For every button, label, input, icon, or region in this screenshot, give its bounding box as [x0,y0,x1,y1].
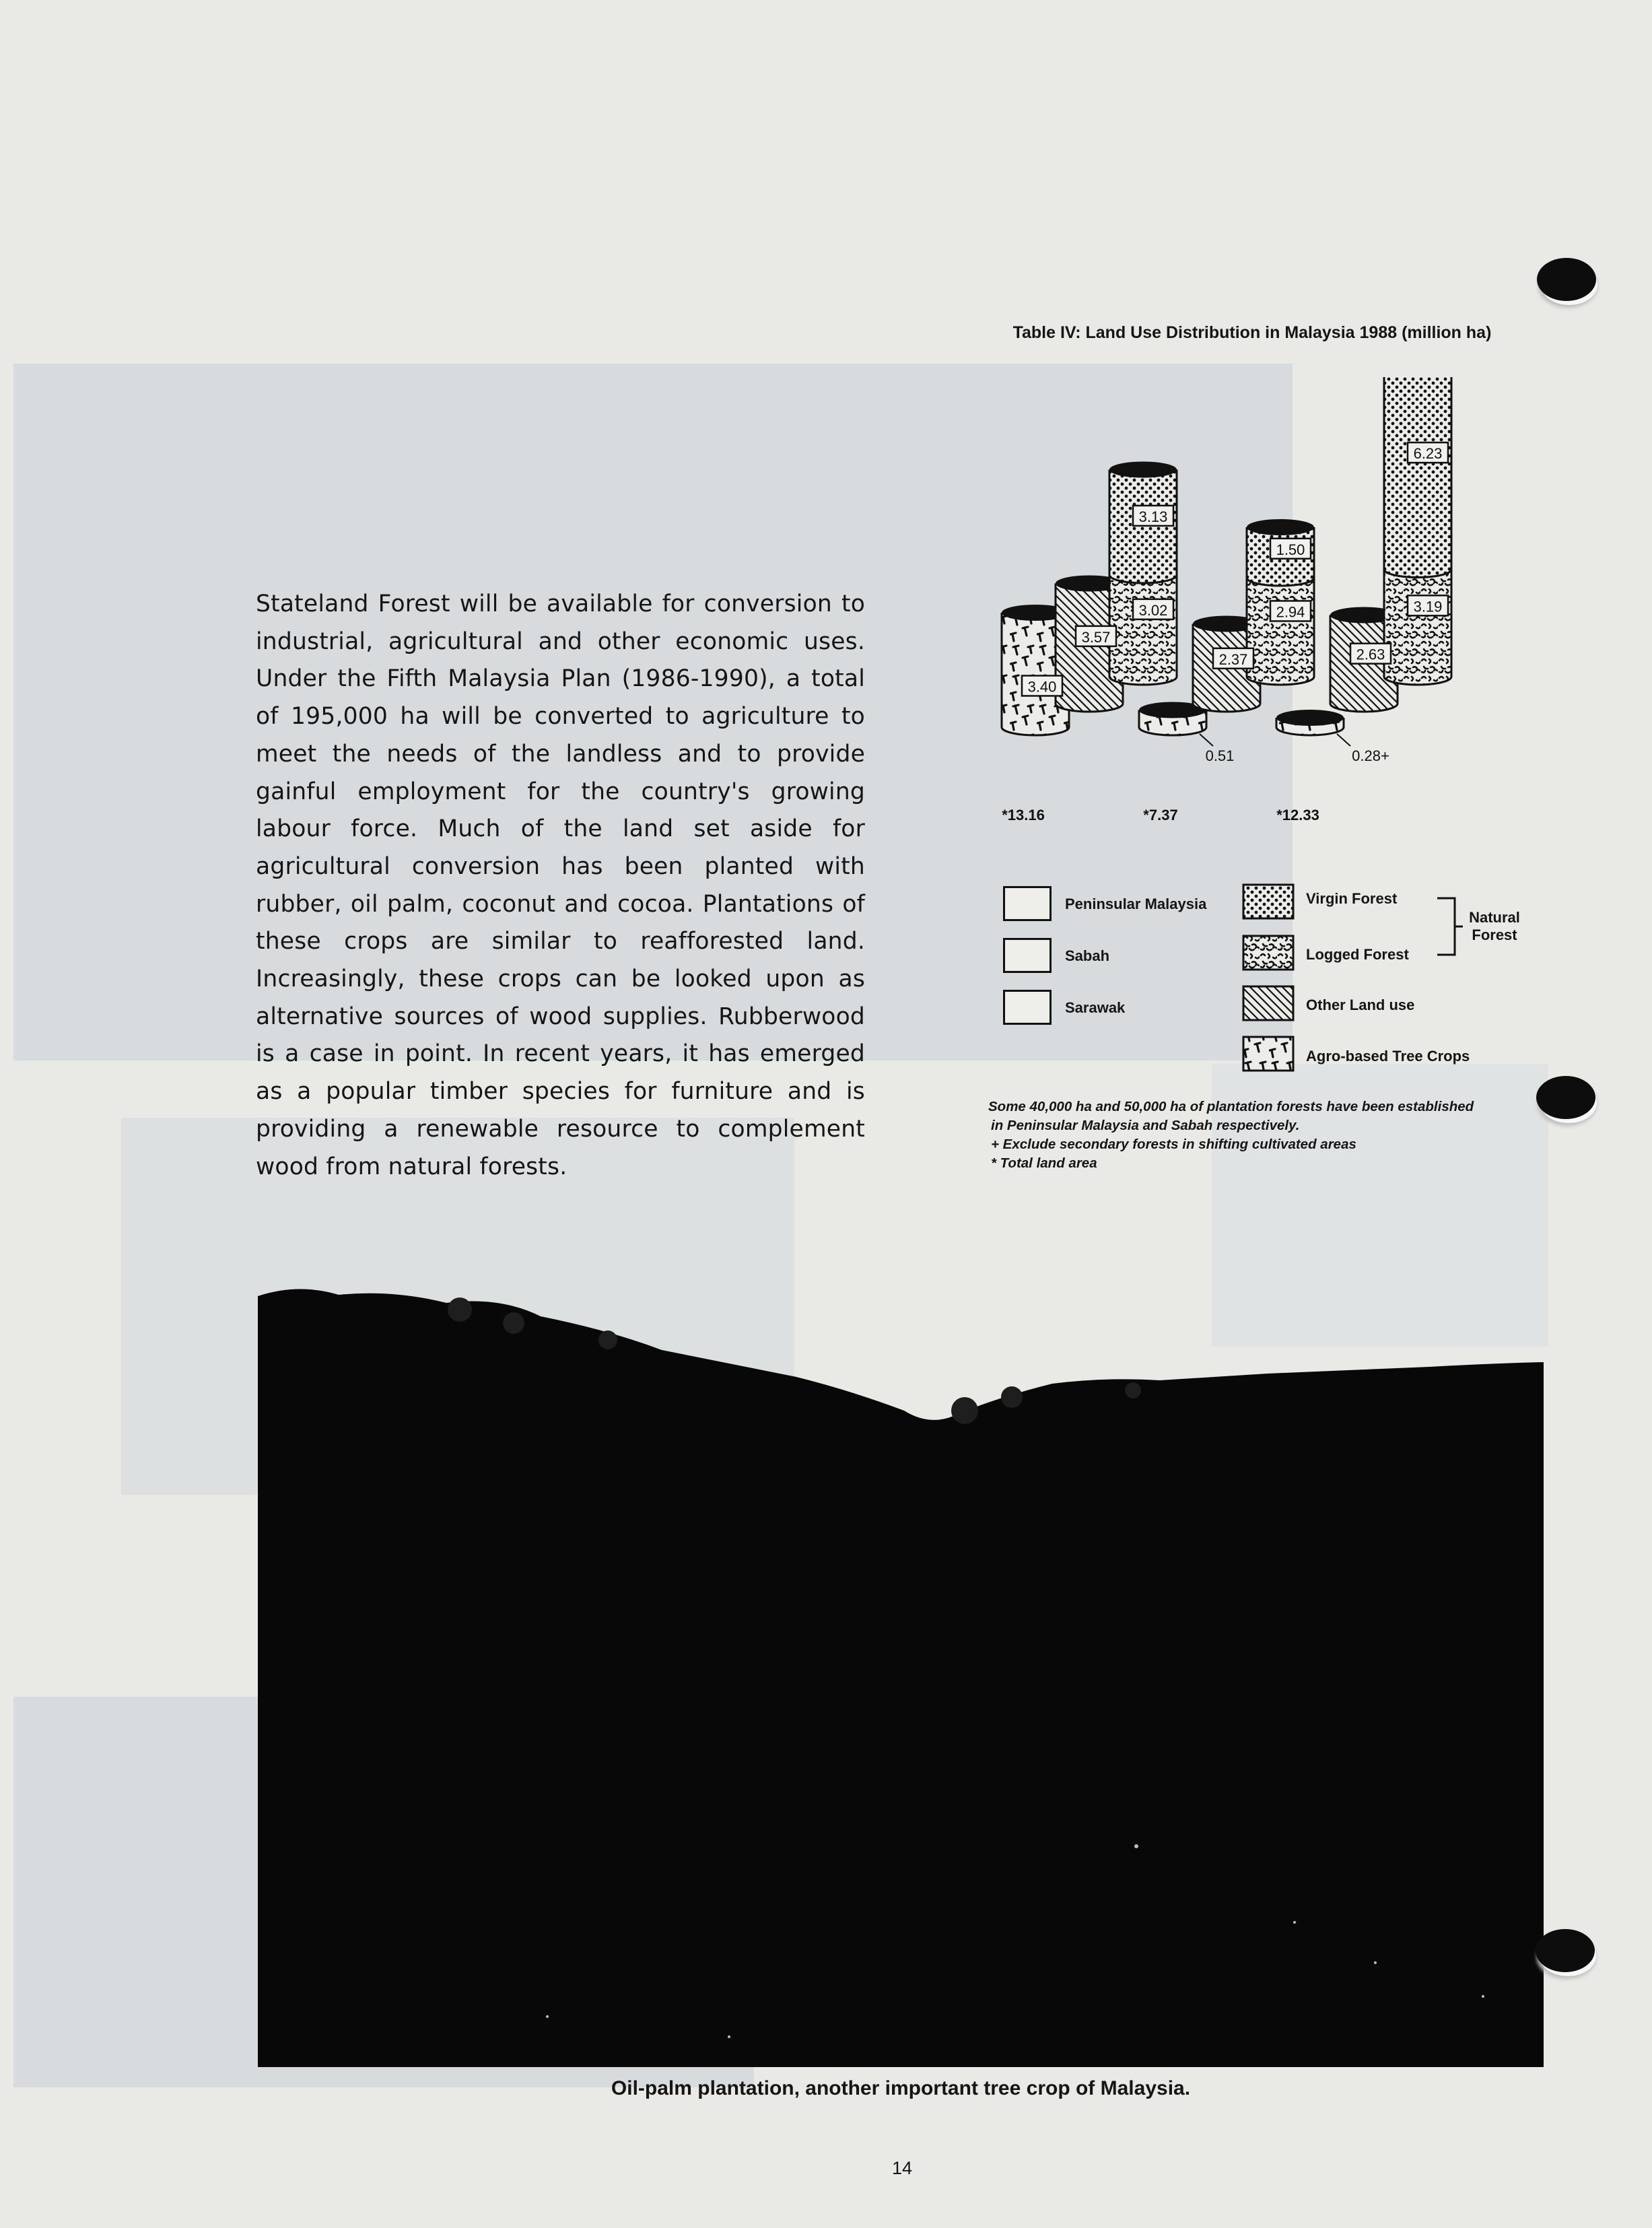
body-paragraph: Stateland Forest will be available for conversion to industrial, agricultural and other economic uses. Under the Fifth Malaysia Plan (1986-1990), a total of 195,000 ha will be converted to agriculture to meet the needs of the landless and to provide gainful employment for the country's growing labour force. Much of the land set aside for agricultural conversion has been planted with rubber, oil palm, coconut and cocoa. Plantations of these crops are similar to reafforested land. Increasingly, these crops can be looked upon as alternative sources of wood supplies. Rubberwood is a case in point. In recent years, it has emerged as a popular timber species for furniture and is providing a renewable resource to complement wood from natural forests. [256,590,865,1180]
bar-virgin-forest [1384,377,1451,578]
value-label: 3.19 [1413,598,1443,615]
cylinder-top [1276,710,1344,726]
bar-logged-forest [1247,578,1314,685]
legend-swatch-other-land-use [1243,986,1293,1020]
legend-label-logged-forest: Logged Forest [1306,946,1409,963]
binder-hole-top [1537,258,1596,301]
legend-label: Sarawak [1065,999,1126,1016]
value-label: 3.57 [1081,628,1111,646]
photo-caption: Oil-palm plantation, another important tree crop of Malaysia. [611,2077,1191,2099]
legend-bracket [1437,896,1464,976]
value-label: 2.63 [1356,646,1385,663]
legend-label-virgin-forest: Virgin Forest [1306,890,1398,907]
legend-swatches [1242,882,1296,1084]
legend-swatch-logged-forest [1243,936,1293,970]
legend-swatch-agro-tree-crops [1243,1037,1293,1071]
value-leader-line [1337,734,1350,746]
total-label: *7.37 [1143,807,1178,823]
bar-logged-forest [1384,570,1451,685]
binder-hole-middle [1536,1076,1595,1119]
value-label: 1.50 [1276,541,1305,558]
value-label: 3.13 [1138,508,1168,525]
bar-logged-forest [1109,575,1177,685]
chart-note: * Total land area [991,1155,1097,1171]
legend-swatch-peninsular [1003,886,1052,921]
legend-swatch-virgin-forest [1243,885,1293,918]
total-label: *12.33 [1276,807,1319,823]
chart-title: Table IV: Land Use Distribution in Malaysia 1988 (million ha) [1012,323,1492,342]
chart-bars [1002,377,1451,735]
legend-group-label: Natural Forest [1469,909,1520,943]
value-label: 3.02 [1138,601,1168,619]
legend-swatch-sabah [1003,938,1052,973]
value-label: 2.94 [1276,603,1305,621]
binder-hole-bottom [1536,1929,1595,1972]
value-label: 3.40 [1027,678,1057,696]
oil-palm-plantation-photo [258,1283,1544,2067]
value-label: 2.37 [1218,650,1248,668]
legend-label: Sabah [1065,947,1110,964]
legend-label: Peninsular Malaysia [1065,896,1207,912]
total-label: *13.16 [1002,807,1045,823]
chart-notes [988,1098,1547,1173]
legend-label-agro-tree-crops: Agro-based Tree Crops [1306,1048,1470,1065]
page-number: 14 [891,2158,913,2178]
cylinder-top [1247,519,1314,535]
value-label: 0.28+ [1352,747,1389,764]
chart-note: + Exclude secondary forests in shifting cultivated areas [991,1137,1356,1152]
value-label: 0.51 [1205,747,1235,764]
legend-swatch-sarawak [1003,990,1052,1025]
chart-legend [1003,882,1542,1084]
legend-label-other-land-use: Other Land use [1306,997,1415,1013]
value-label: 6.23 [1413,445,1443,463]
chart-note: Some 40,000 ha and 50,000 ha of plantation forests have been established [988,1099,1474,1114]
land-use-chart [983,377,1521,848]
cylinder-top [1109,462,1177,478]
chart-note: in Peninsular Malaysia and Sabah respectively. [991,1118,1300,1133]
value-leader-line [1200,734,1213,746]
